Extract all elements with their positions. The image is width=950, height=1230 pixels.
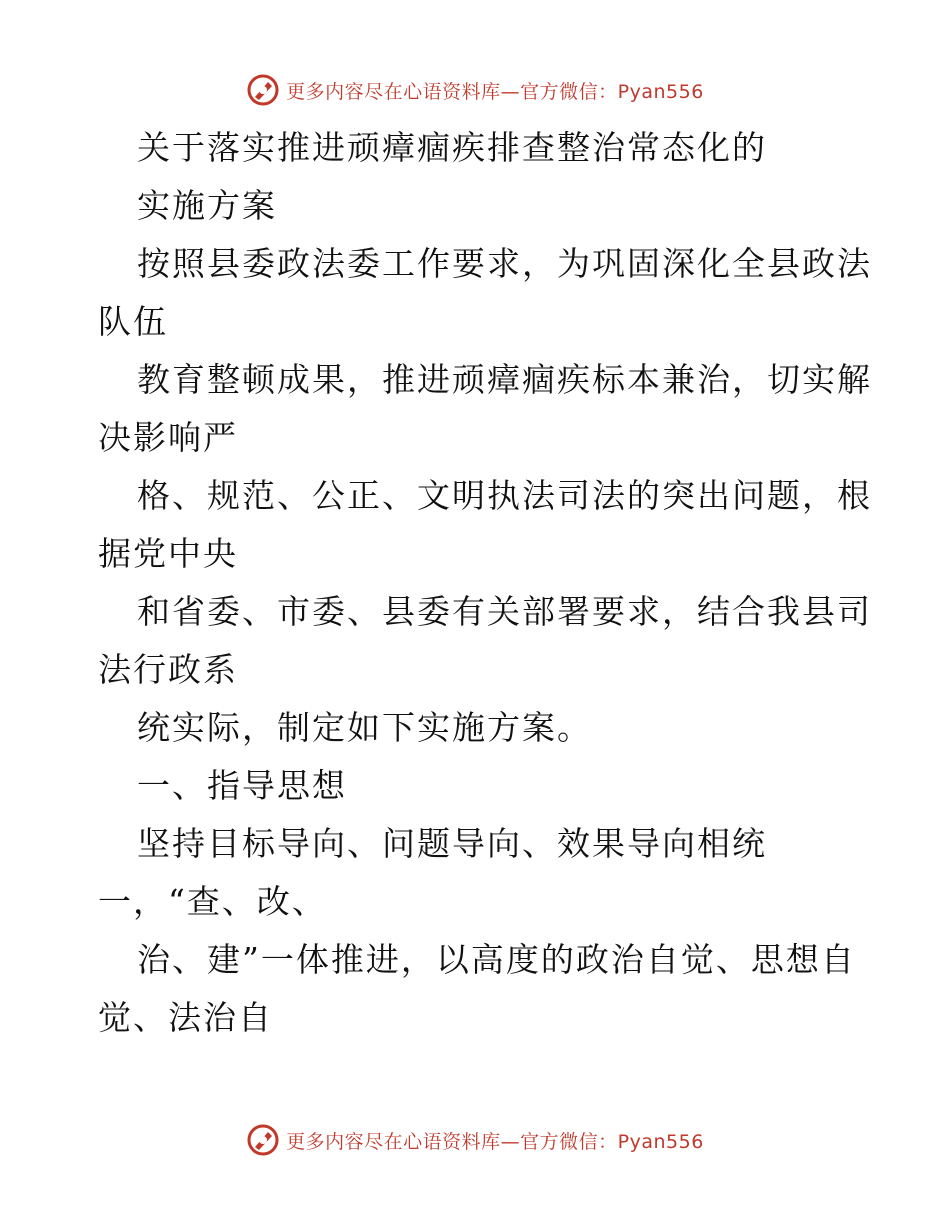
watermark-text: 更多内容尽在心语资料库—官方微信：Pyan556 [286,1130,704,1153]
doc-section-heading: 一、指导思想 [137,766,347,805]
doc-text-line: 教育整顿成果，推进顽瘴痼疾标本兼治，切实解 [137,360,872,399]
doc-text-line: 治、建”一体推进，以高度的政治自觉、思想自 [137,940,856,979]
seal-logo-icon [246,73,280,107]
doc-text-line: 据党中央 [98,534,238,573]
watermark-banner-top [0,70,950,110]
doc-text-line: 格、规范、公正、文明执法司法的突出问题，根 [137,476,872,515]
doc-text-line: 按照县委政法委工作要求，为巩固深化全县政法 [137,244,872,283]
watermark-banner-bottom [0,1120,950,1160]
doc-text-line: 坚持目标导向、问题导向、效果导向相统 [137,824,767,863]
seal-logo-icon [246,1123,280,1157]
doc-text-line: 觉、法治自 [98,998,273,1037]
doc-text-line: 和省委、市委、县委有关部署要求，结合我县司 [137,592,872,631]
doc-text-line: 统实际，制定如下实施方案。 [137,708,592,747]
doc-title-line-1: 关于落实推进顽瘴痼疾排查整治常态化的 [137,128,767,167]
doc-text-line: 决影响严 [98,418,238,457]
watermark-text: 更多内容尽在心语资料库—官方微信：Pyan556 [286,80,704,103]
doc-title-line-2: 实施方案 [137,186,277,225]
doc-text-line: 法行政系 [98,650,238,689]
doc-text-line: 队伍 [98,302,168,341]
doc-text-line: 一，“查、改、 [98,882,327,921]
